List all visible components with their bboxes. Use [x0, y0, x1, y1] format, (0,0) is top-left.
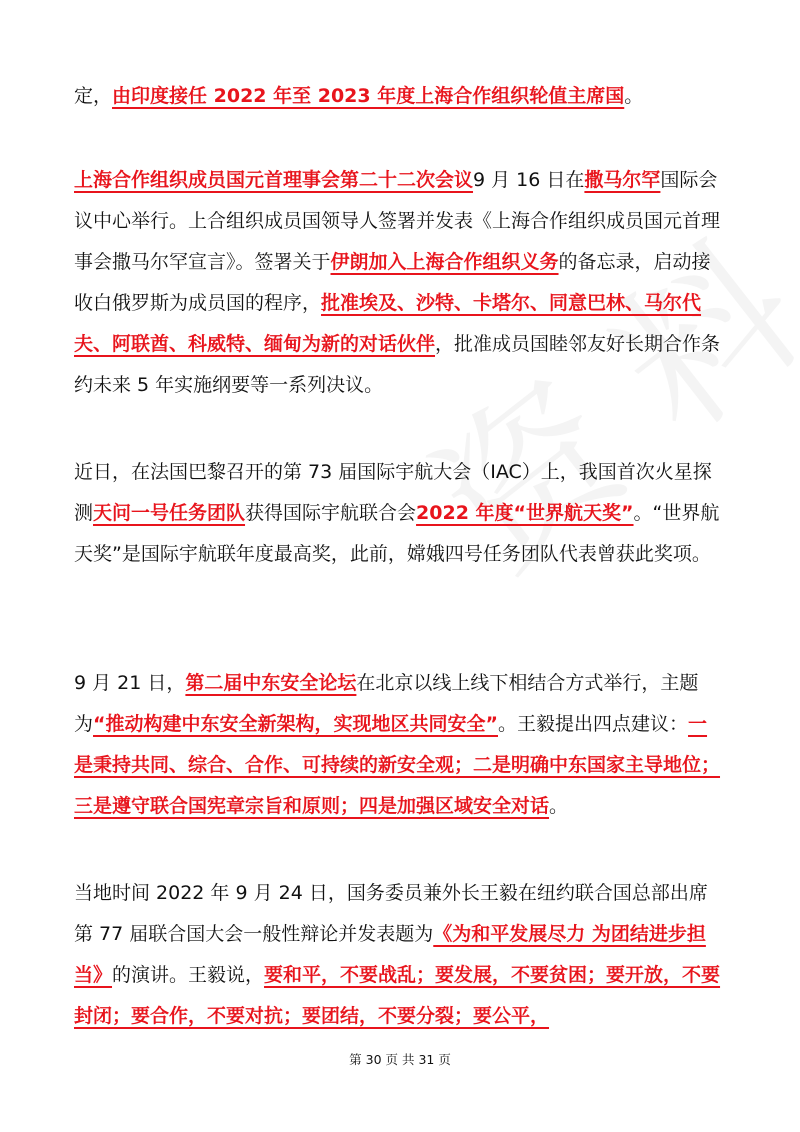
highlight-run: 伊朗加入上海合作组织义务 — [330, 251, 559, 273]
highlight-run: 批准埃及、沙特、卡塔尔、同意巴林、马尔代夫、阿联酋、科威特、缅甸为新的对话伙伴 — [74, 292, 702, 355]
text-run: 获得国际宇航联合会 — [245, 502, 417, 524]
text-run: 在北京以线上线下相结合方式举行，主题为 — [74, 672, 699, 735]
text-run: ，批准成员国睦邻友好长期合作条约未来 5 年实施纲要等一系列决议。 — [74, 333, 721, 396]
text-run: 近日，在法国巴黎召开的第 73 届国际宇航大会（IAC）上，我国首次火星探测 — [74, 461, 712, 524]
text-run: 9 月 16 日在 — [473, 169, 585, 191]
highlight-run: 《为和平发展尽力 为团结进步担当》 — [74, 923, 706, 986]
text-run: 。 — [549, 795, 569, 817]
highlight-run: 要和平，不要战乱；要发展，不要贫困；要开放，不要封闭；要合作，不要对抗；要团结，不要分裂；要公平， — [74, 964, 721, 1027]
text-run: 当地时间 2022 年 9 月 24 日，国务委员兼外长王毅在纽约联合国总部出席第 77 届联合国大会一般性辩论并发表题为 — [74, 882, 708, 945]
highlight-run: “推动构建中东安全新架构，实现地区共同安全” — [93, 713, 498, 735]
text-run: 。 — [624, 85, 644, 107]
highlight-run: 第二届中东安全论坛 — [185, 672, 357, 694]
highlight-run: 2022 年度“世界航天奖” — [416, 502, 634, 524]
highlight-run: 由印度接任 2022 年至 2023 年度上海合作组织轮值主席国 — [112, 85, 625, 107]
text-run: 的备忘录，启动接收白俄罗斯为成员国的程序， — [74, 251, 711, 314]
paragraph-5 — [74, 873, 726, 1037]
paragraph-3 — [74, 452, 726, 575]
text-run: 的演讲。王毅说， — [112, 964, 265, 986]
highlight-run: 撒马尔罕 — [584, 169, 661, 191]
text-run: 。王毅提出四点建议： — [498, 713, 689, 735]
paragraph-2 — [74, 160, 726, 406]
paragraph-4 — [74, 663, 726, 827]
highlight-run: 一是秉持共同、综合、合作、可持续的新安全观；二是明确中东国家主导地位；三是遵守联合国宪章宗旨和原则；四是加强区域安全对话 — [74, 713, 721, 817]
highlight-run: 上海合作组织成员国元首理事会第二十二次会议 — [74, 169, 474, 191]
page-number-footer: 第 30 页 共 31 页 — [349, 1052, 451, 1067]
text-run: 国际会议中心举行。上合组织成员国领导人签署并发表《上海合作组织成员国元首理事会撒马尔罕宣言》。签署关于 — [74, 169, 721, 273]
text-run: 9 月 21 日， — [74, 672, 186, 694]
highlight-run: 天问一号任务团队 — [93, 502, 246, 524]
text-run: 。“世界航天奖”是国际宇航联年度最高奖，此前，嫦娥四号任务团队代表曾获此奖项。 — [74, 502, 720, 565]
paragraph-1 — [74, 76, 726, 117]
text-run: 定， — [74, 85, 113, 107]
